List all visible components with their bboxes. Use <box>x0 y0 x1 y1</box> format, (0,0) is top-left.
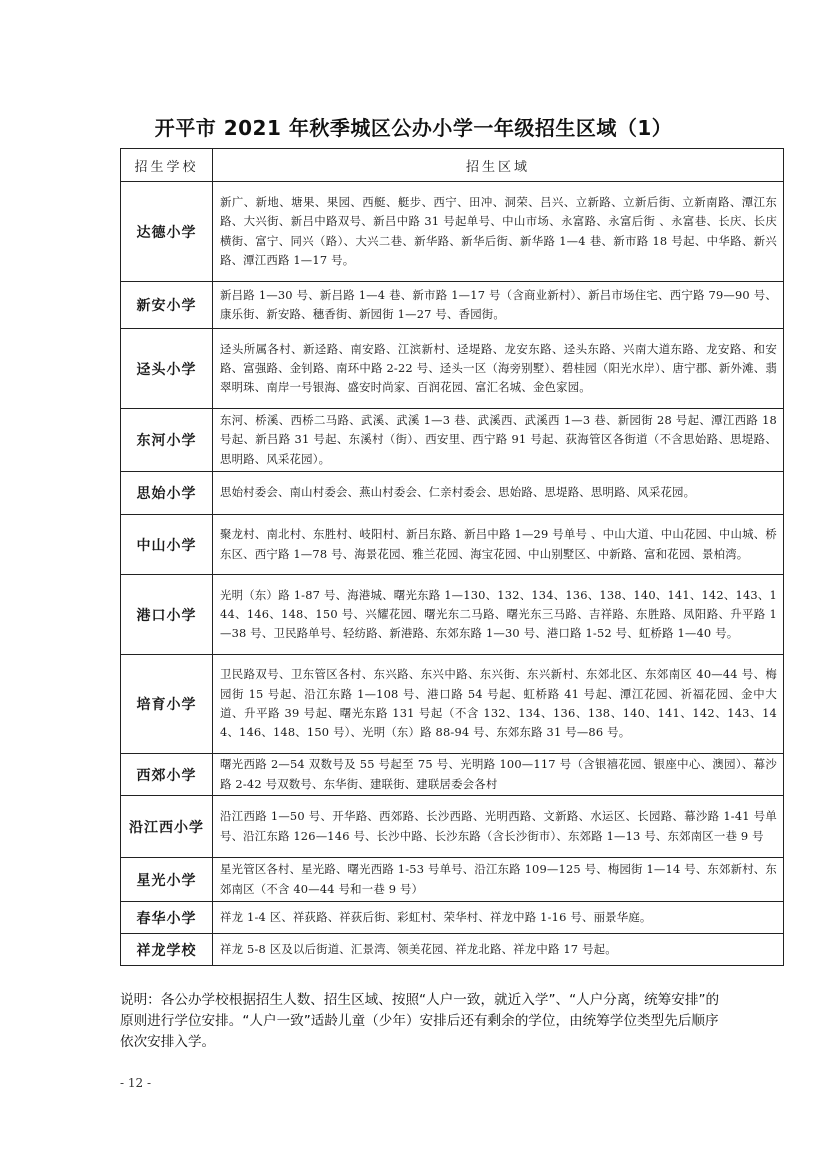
table-row <box>121 182 784 282</box>
school-name: 迳头小学 <box>121 329 213 409</box>
table-row <box>121 796 784 858</box>
school-name: 思始小学 <box>121 472 213 515</box>
table-row <box>121 902 784 934</box>
school-name: 中山小学 <box>121 515 213 575</box>
enrollment-area: 卫民路双号、卫东管区各村、东兴路、东兴中路、东兴街、东兴新村、东郊北区、东郊南区 40—44 号、梅园街 15 号起、沿江东路 1—108 号、港口路 54 号起、虹桥路 41 号起、潭江花园、祈福花园、金中大道、升平路 39 号起、曙光东路 131 号起（不含 132、134、136、138、140、141、142、143、144、146、148、150 号）、光明（东）路 88-94 号、东郊东路 31 号—86 号。 <box>213 655 784 754</box>
enrollment-area: 祥龙 5-8 区及以后街道、汇景湾、领美花园、祥龙北路、祥龙中路 17 号起。 <box>213 934 784 966</box>
column-header-area: 招生区域 <box>213 149 784 182</box>
table-row <box>121 282 784 329</box>
enrollment-area: 沿江西路 1—50 号、开华路、西郊路、长沙西路、光明西路、文新路、水运区、长园路、幕沙路 1-41 号单号、沿江东路 126—146 号、长沙中路、长沙东路（含长沙街市）、东郊路 1—13 号、东郊南区一巷 9 号 <box>213 796 784 858</box>
enrollment-area: 东河、桥溪、西桥二马路、武溪、武溪 1—3 巷、武溪西、武溪西 1—3 巷、新园街 28 号起、潭江西路 18 号起、新吕路 31 号起、东溪村（街）、西安里、西宁路 91 号起、荻海管区各街道（不含思始路、思堤路、思明路、风采花园）。 <box>213 409 784 472</box>
table-row <box>121 472 784 515</box>
school-name: 东河小学 <box>121 409 213 472</box>
school-name: 春华小学 <box>121 902 213 934</box>
table-row <box>121 858 784 902</box>
enrollment-area: 聚龙村、南北村、东胜村、岐阳村、新吕东路、新吕中路 1—29 号单号 、中山大道、中山花园、中山城、桥东区、西宁路 1—78 号、海景花园、雅兰花园、海宝花园、中山别墅区、中新路、富和花园、景柏湾。 <box>213 515 784 575</box>
enrollment-area: 曙光西路 2—54 双数号及 55 号起至 75 号、光明路 100—117 号（含银禧花园、银座中心、澳园）、幕沙路 2-42 号双数号、东华街、建联街、建联居委会各村 <box>213 754 784 796</box>
column-header-school: 招生学校 <box>121 149 213 182</box>
table-row <box>121 329 784 409</box>
school-name: 达德小学 <box>121 182 213 282</box>
school-name: 祥龙学校 <box>121 934 213 966</box>
school-name: 西郊小学 <box>121 754 213 796</box>
document-title: 开平市 2021 年秋季城区公办小学一年级招生区域（1） <box>154 116 673 140</box>
table-row <box>121 409 784 472</box>
enrollment-area: 思始村委会、南山村委会、燕山村委会、仁亲村委会、思始路、思堤路、思明路、风采花园。 <box>213 472 784 515</box>
table-row <box>121 655 784 754</box>
school-name: 培育小学 <box>121 655 213 754</box>
table-header-row <box>121 149 784 182</box>
school-name: 沿江西小学 <box>121 796 213 858</box>
school-name: 新安小学 <box>121 282 213 329</box>
enrollment-area: 光明（东）路 1-87 号、海港城、曙光东路 1—130、132、134、136、138、140、141、142、143、144、146、148、150 号、兴耀花园、曙光东二马路、曙光东三马路、吉祥路、东胜路、凤阳路、升平路 1—38 号、卫民路单号、轻纺路、新港路、东郊东路 1—30 号、港口路 1-52 号、虹桥路 1—40 号。 <box>213 575 784 655</box>
table-row <box>121 515 784 575</box>
enrollment-table <box>120 148 784 966</box>
explanation-note: 说明：各公办学校根据招生人数、招生区域、按照“人户一致，就近入学”、“人户分离，统筹安排”的原则进行学位安排。“人户一致”适龄儿童（少年）安排后还有剩余的学位，由统筹学位类型先后顺序依次安排入学。 <box>120 992 720 1050</box>
table-row <box>121 934 784 966</box>
enrollment-area: 祥龙 1-4 区、祥荻路、祥荻后街、彩虹村、荣华村、祥龙中路 1-16 号、丽景华庭。 <box>213 902 784 934</box>
enrollment-area: 新吕路 1—30 号、新吕路 1—4 巷、新市路 1—17 号（含商业新村）、新吕市场住宅、西宁路 79—90 号、康乐街、新安路、穗香街、新园街 1—27 号、香园街。 <box>213 282 784 329</box>
table-row <box>121 575 784 655</box>
school-name: 港口小学 <box>121 575 213 655</box>
enrollment-area: 新广、新地、塘果、果园、西艇、艇步、西宁、田冲、洞荣、吕兴、立新路、立新后街、立新南路、潭江东路、大兴街、新吕中路双号、新吕中路 31 号起单号、中山市场、永富路、永富后街 、永富巷、长庆、长庆横街、富宁、同兴（路）、大兴二巷、新华路、新华后街、新华路 1—4 巷、新市路 18 号起、中华路、新兴路、潭江西路 1—17 号。 <box>213 182 784 282</box>
school-name: 星光小学 <box>121 858 213 902</box>
enrollment-area: 迳头所属各村、新迳路、南安路、江滨新村、迳堤路、龙安东路、迳头东路、兴南大道东路、龙安路、和安路、富强路、金钊路、南环中路 2-22 号、迳头一区（海旁别墅）、碧桂园（阳光水岸）、唐宁郡、新外滩、翡翠明珠、南岸一号银海、盛安时尚家、百润花园、富汇名城、金色家园。 <box>213 329 784 409</box>
enrollment-area: 星光管区各村、星光路、曙光西路 1-53 号单号、沿江东路 109—125 号、梅园街 1—14 号、东郊新村、东郊南区（不含 40—44 号和一巷 9 号） <box>213 858 784 902</box>
table-row <box>121 754 784 796</box>
page-number: - 12 - <box>120 1076 152 1090</box>
